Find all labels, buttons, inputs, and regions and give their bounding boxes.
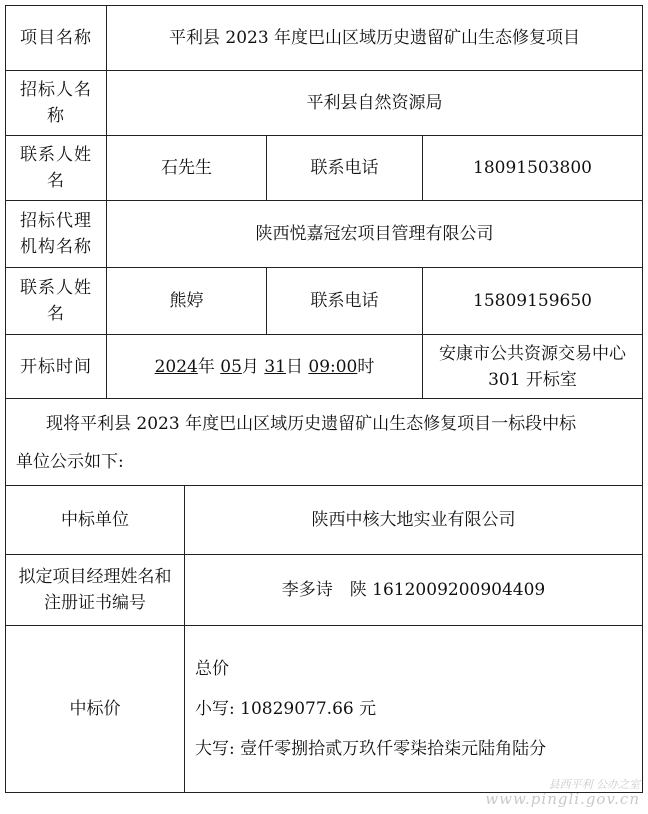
row-project <box>6 6 643 71</box>
opening-day: 31 <box>264 356 286 377</box>
winner-label: 中标单位 <box>6 486 185 555</box>
bid-price-label: 中标价 <box>6 626 185 793</box>
opening-location-line2: 301 开标室 <box>488 369 577 390</box>
announcement-table <box>5 5 643 793</box>
tenderer-phone-label: 联系电话 <box>267 136 423 201</box>
row-winner <box>6 486 643 555</box>
opening-day-unit: 日 <box>285 356 303 377</box>
bid-price-cell <box>185 626 643 793</box>
agency-label: 招标代理机构名称 <box>6 201 107 268</box>
watermark-text: 县西平利 公办之室 <box>548 778 640 791</box>
row-tenderer <box>6 71 643 136</box>
opening-year-unit: 年 <box>197 356 215 377</box>
opening-year: 2024 <box>154 356 198 377</box>
bid-price-upper <box>195 729 638 769</box>
opening-time-unit: 时 <box>357 356 375 377</box>
manager-value: 李多诗 陕 1612009200904409 <box>185 555 643 626</box>
tenderer-phone: 18091503800 <box>423 136 643 201</box>
tenderer-contact-name: 石先生 <box>107 136 267 201</box>
row-agency-contact <box>6 268 643 335</box>
bid-price-upper-value: 壹仟零捌拾贰万玖仟零柒拾柒元陆角陆分 <box>240 739 547 759</box>
agency-contact-label: 联系人姓名 <box>6 268 107 335</box>
opening-location <box>423 335 643 399</box>
bid-price-lower <box>195 689 638 729</box>
tenderer-value: 平利县自然资源局 <box>107 71 643 136</box>
manager-label: 拟定项目经理姓名和注册证书编号 <box>6 555 185 626</box>
opening-clock: 09:00 <box>308 356 358 377</box>
announcement-table-container <box>5 5 642 800</box>
tenderer-contact-label: 联系人姓名 <box>6 136 107 201</box>
opening-month-unit: 月 <box>241 356 259 377</box>
winner-value: 陕西中核大地实业有限公司 <box>185 486 643 555</box>
tenderer-label: 招标人名称 <box>6 71 107 136</box>
bid-price-title: 总价 <box>195 659 229 679</box>
opening-location-line1: 安康市公共资源交易中心 <box>439 343 626 364</box>
agency-value: 陕西悦嘉冠宏项目管理有限公司 <box>107 201 643 268</box>
agency-phone: 15809159650 <box>423 268 643 335</box>
bid-price-upper-label: 大写: <box>195 739 235 759</box>
bid-price-lower-value: 10829077.66 元 <box>240 699 377 719</box>
opening-label: 开标时间 <box>6 335 107 399</box>
row-tenderer-contact <box>6 136 643 201</box>
notice-line2: 单位公示如下: <box>16 452 124 472</box>
project-label: 项目名称 <box>6 6 107 71</box>
opening-time <box>107 335 423 399</box>
agency-contact-name: 熊婷 <box>107 268 267 335</box>
row-notice <box>6 399 643 486</box>
row-agency <box>6 201 643 268</box>
agency-phone-label: 联系电话 <box>267 268 423 335</box>
notice-line1: 现将平利县 2023 年度巴山区域历史遗留矿山生态修复项目一标段中标 <box>46 414 577 434</box>
bid-price-lower-label: 小写: <box>195 699 235 719</box>
row-opening <box>6 335 643 399</box>
site-watermark <box>485 778 640 806</box>
row-bid-price <box>6 626 643 793</box>
watermark-url: www.pingli.gov.cn <box>485 790 640 808</box>
opening-month: 05 <box>220 356 242 377</box>
notice-cell <box>6 399 643 486</box>
project-value: 平利县 2023 年度巴山区域历史遗留矿山生态修复项目 <box>107 6 643 71</box>
row-manager <box>6 555 643 626</box>
